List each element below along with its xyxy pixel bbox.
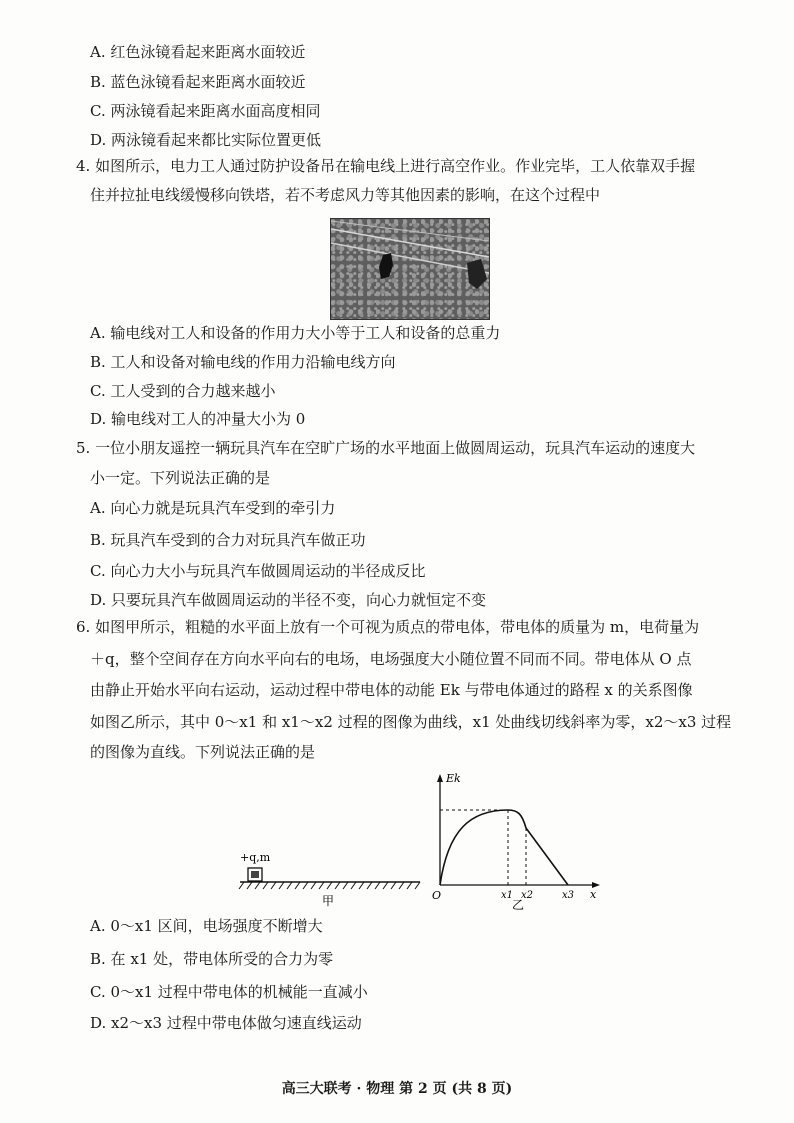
q5-stem-line1: 5. 一位小朋友遥控一辆玩具汽车在空旷广场的水平地面上做圆周运动，玩具汽车运动的速度大 [76,439,696,457]
q6-option-d: D. x2～x3 过程中带电体做匀速直线运动 [90,1014,362,1032]
q3-option-d: D. 两泳镜看起来都比实际位置更低 [90,131,322,149]
y-axis-label: Ek [446,772,461,785]
q4-option-a: A. 输电线对工人和设备的作用力大小等于工人和设备的总重力 [90,324,501,342]
q6-stem-line1: 6. 如图甲所示，粗糙的水平面上放有一个可视为质点的带电体，带电体的质量为 m，电荷量为 [76,618,700,636]
x3-label: x3 [562,890,575,901]
q6-stem-line5: 的图像为直线。下列说法正确的是 [90,743,316,761]
page-footer: 高三大联考 · 物理 第 2 页 (共 8 页) [281,1081,513,1097]
q6-option-a: A. 0～x1 区间，电场强度不断增大 [90,917,323,935]
q6-stem-line3: 由静止开始水平向右运动，运动过程中带电体的动能 Ek 与带电体通过的路程 x 的关系图像 [90,681,693,699]
q6-stem-line2: ＋q，整个空间存在方向水平向右的电场，电场强度大小随位置不同而不同。带电体从 O 点 [90,650,692,668]
q5-option-a: A. 向心力就是玩具汽车受到的牵引力 [90,499,336,517]
q4-option-d: D. 输电线对工人的冲量大小为 0 [90,410,306,428]
q4-option-b: B. 工人和设备对输电线的作用力沿输电线方向 [90,353,396,371]
x-axis-label: x [590,888,597,901]
charge-label: +q,m [240,851,271,864]
q3-option-c: C. 两泳镜看起来距离水面高度相同 [90,102,321,120]
ek-curve [440,810,568,885]
q4-stem-line1: 4. 如图所示，电力工人通过防护设备吊在输电线上进行高空作业。作业完毕，工人依靠双手握 [76,157,696,175]
q5-option-d: D. 只要玩具汽车做圆周运动的半径不变，向心力就恒定不变 [90,591,487,609]
q4-stem-line2: 住并拉扯电线缓慢移向铁塔，若不考虑风力等其他因素的影响，在这个过程中 [90,186,601,204]
q6-stem-line4: 如图乙所示，其中 0～x1 和 x1～x2 过程的图像为曲线，x1 处曲线切线斜率为零，x2～x3 过程 [90,713,732,731]
q3-option-a: A. 红色泳镜看起来距离水面较近 [90,43,306,61]
q5-option-b: B. 玩具汽车受到的合力对玩具汽车做正功 [90,531,366,549]
figure-yi-caption: 乙 [512,898,525,910]
power-line-worker-photo [330,218,490,320]
figure-jia-caption: 甲 [322,894,335,908]
q6-option-c: C. 0～x1 过程中带电体的机械能一直减小 [90,983,368,1001]
figure-jia [230,848,430,908]
q6-option-b: B. 在 x1 处，带电体所受的合力为零 [90,950,334,968]
figure-yi [430,770,610,910]
q5-stem-line2: 小一定。下列说法正确的是 [90,469,271,487]
q5-option-c: C. 向心力大小与玩具汽车做圆周运动的半径成反比 [90,562,426,580]
q3-option-b: B. 蓝色泳镜看起来距离水面较近 [90,73,306,91]
q4-option-c: C. 工人受到的合力越来越小 [90,382,276,400]
x2-label: x2 [521,890,534,901]
x1-label: x1 [501,890,514,901]
origin-label: O [432,889,442,902]
